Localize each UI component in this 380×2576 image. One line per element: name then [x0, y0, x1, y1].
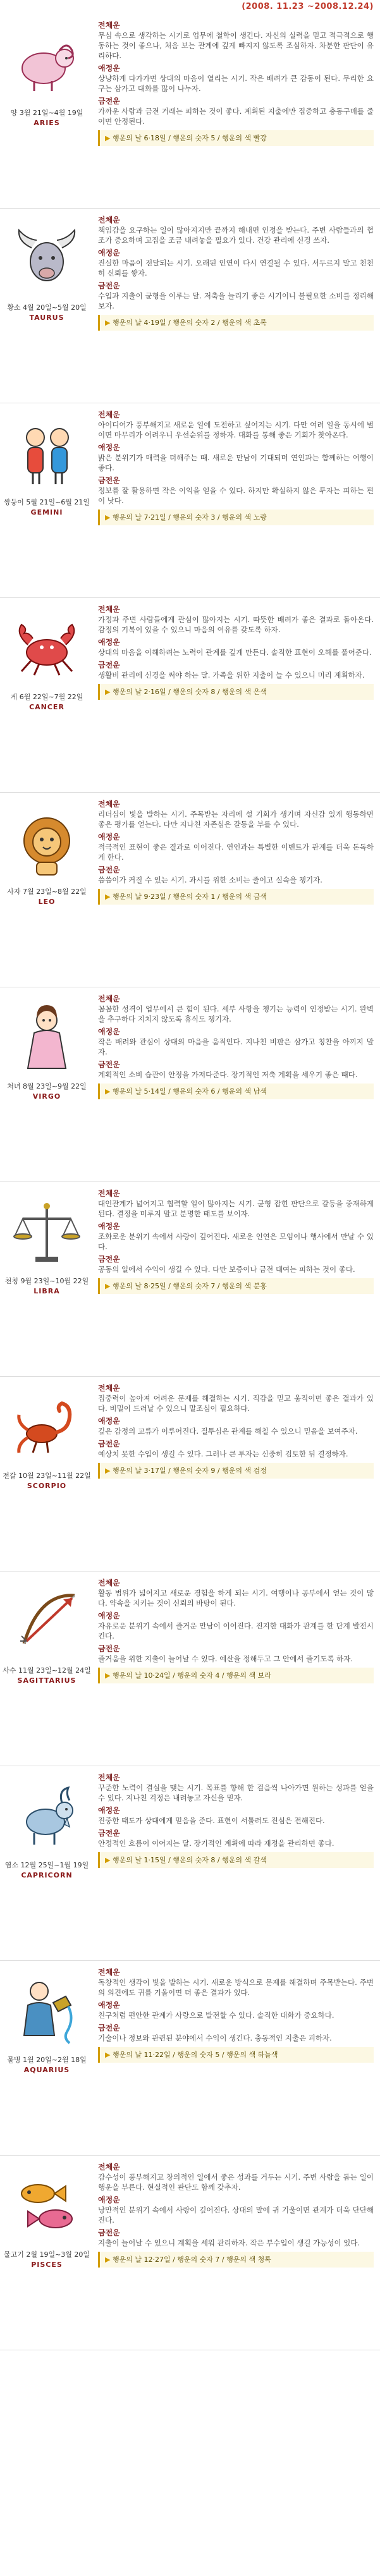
money-label: 금전운	[98, 661, 120, 669]
overall-text: 감수성이 풍부해지고 창의적인 일에서 좋은 성과를 거두는 시기. 주변 사람을 돕는 일이 행운을 부른다. 현실적인 판단도 함께 갖추자.	[98, 2173, 374, 2192]
overall-text: 가정과 주변 사람들에게 관심이 많아지는 시기. 따뜻한 배려가 좋은 결과로 돌아온다. 감정의 기복이 있을 수 있으니 마음의 여유를 갖도록 하자.	[98, 615, 374, 634]
lucky-text: 행운의 날 10·24일 / 행운의 숫자 4 / 행운의 색 보라	[112, 1671, 271, 1680]
overall-text: 책임감을 요구하는 일이 많아지지만 끝까지 해내면 인정을 받는다. 주변 사람들과의 협조가 중요하며 고집을 조금 내려놓을 필요가 있다. 건강 관리에 신경 쓰자.	[98, 226, 374, 245]
sign-english-name: AQUARIUS	[23, 2066, 70, 2074]
money-text: 안정적인 흐름이 이어지는 달. 장기적인 계획에 따라 재정을 관리하면 좋다.	[98, 1839, 334, 1848]
sign-caption	[0, 1470, 94, 1490]
sign-block-taurus	[0, 209, 380, 403]
archer-icon	[9, 1583, 85, 1659]
sign-fortune-text	[98, 2162, 374, 2268]
money-label: 금전운	[98, 97, 120, 106]
maiden-icon	[9, 999, 85, 1075]
sign-visual	[0, 1572, 94, 1766]
sign-caption	[0, 1276, 94, 1295]
lucky-info	[98, 2047, 374, 2063]
overall-label: 전체운	[98, 21, 120, 30]
love-text: 밝은 분위기가 매력을 더해주는 때. 새로운 만남이 기대되며 연인과는 함께하는 여행이 좋다.	[98, 453, 374, 472]
sign-visual	[0, 403, 94, 597]
lucky-text: 행운의 날 5·14일 / 행운의 숫자 6 / 행운의 색 남색	[112, 1087, 267, 1096]
sign-fortune-text	[98, 1188, 374, 1294]
love-text: 진중한 태도가 상대에게 믿음을 준다. 표현이 서툴러도 진심은 전해진다.	[98, 1816, 325, 1825]
sign-caption	[0, 107, 94, 127]
love-label: 애정운	[98, 1806, 120, 1815]
love-label: 애정운	[98, 2001, 120, 2010]
sign-fortune-text	[98, 1773, 374, 1868]
sign-date: 게 6월 22일~7월 22일	[10, 693, 83, 701]
sign-block-virgo	[0, 987, 380, 1182]
lion-icon	[9, 804, 85, 880]
money-text: 씀씀이가 커질 수 있는 시기. 과시를 위한 소비는 줄이고 실속을 챙기자.	[98, 876, 322, 884]
twins-icon	[9, 415, 85, 491]
sign-caption	[0, 886, 94, 906]
sign-caption	[0, 302, 94, 322]
lucky-info	[98, 1463, 374, 1479]
sign-english-name: TAURUS	[29, 314, 64, 322]
scales-icon	[9, 1193, 85, 1269]
sign-fortune-text	[98, 20, 374, 146]
love-text: 낭만적인 분위기 속에서 사랑이 깊어진다. 상대의 말에 귀 기울이면 관계가 더욱 단단해진다.	[98, 2206, 374, 2225]
overall-text: 꾸준한 노력이 결실을 맺는 시기. 목표를 향해 한 걸음씩 나아가면 원하는 성과를 얻을 수 있다. 지나친 걱정은 내려놓고 자신을 믿자.	[98, 1783, 374, 1802]
sign-caption	[0, 1081, 94, 1101]
lucky-info	[98, 684, 374, 700]
sign-fortune-text	[98, 994, 374, 1099]
money-label: 금전운	[98, 1060, 120, 1069]
lucky-text: 행운의 날 1·15일 / 행운의 숫자 8 / 행운의 색 갈색	[112, 1856, 267, 1864]
love-label: 애정운	[98, 638, 120, 647]
sign-visual	[0, 987, 94, 1181]
love-label: 애정운	[98, 248, 120, 257]
overall-text: 집중력이 높아져 어려운 문제를 해결하는 시기. 직감을 믿고 움직이면 좋은 결과가 있다. 비밀이 드러날 수 있으니 말조심이 필요하다.	[98, 1394, 374, 1413]
arrow-icon: ▶	[105, 1856, 111, 1864]
love-text: 친구처럼 편안한 관계가 사랑으로 발전할 수 있다. 솔직한 대화가 중요하다.	[98, 2011, 334, 2020]
lucky-info	[98, 315, 374, 331]
sign-visual	[0, 209, 94, 403]
lucky-text: 행운의 날 11·22일 / 행운의 숫자 5 / 행운의 색 하늘색	[112, 2051, 278, 2059]
lucky-info	[98, 1278, 374, 1294]
money-text: 수입과 지출이 균형을 이루는 달. 저축을 늘리기 좋은 시기이니 불필요한 소비를 정리해 보자.	[98, 291, 374, 310]
sign-date: 사자 7월 23일~8월 22일	[7, 888, 87, 896]
sign-visual	[0, 14, 94, 208]
sign-date: 물고기 2월 19일~3월 20일	[3, 2250, 90, 2259]
overall-label: 전체운	[98, 1773, 120, 1782]
arrow-icon: ▶	[105, 319, 111, 327]
money-text: 가까운 사람과 금전 거래는 피하는 것이 좋다. 계획된 지출에만 집중하고 충동구매를 줄이면 안정된다.	[98, 107, 374, 126]
arrow-icon: ▶	[105, 1671, 111, 1680]
money-label: 금전운	[98, 476, 120, 485]
sign-english-name: CAPRICORN	[21, 1871, 73, 1879]
overall-label: 전체운	[98, 216, 120, 224]
money-label: 금전운	[98, 865, 120, 874]
love-text: 깊은 감정의 교류가 이루어진다. 질투심은 관계를 해칠 수 있으니 믿음을 보여주자.	[98, 1427, 358, 1436]
money-label: 금전운	[98, 281, 120, 290]
sign-english-name: VIRGO	[32, 1092, 61, 1101]
arrow-icon: ▶	[105, 2256, 111, 2264]
money-label: 금전운	[98, 2228, 120, 2237]
love-text: 상냥하게 다가가면 상대의 마음이 열리는 시기. 작은 배려가 큰 감동이 된다. 무리한 요구는 삼가고 대화를 많이 나누자.	[98, 74, 374, 93]
lucky-info	[98, 130, 374, 146]
sign-date: 물병 1월 20일~2월 18일	[7, 2056, 87, 2064]
love-text: 상대의 마음을 이해하려는 노력이 관계를 깊게 만든다. 솔직한 표현이 오해를 풀어준다.	[98, 648, 372, 657]
lucky-info	[98, 1084, 374, 1099]
money-label: 금전운	[98, 2024, 120, 2032]
sign-caption	[0, 692, 94, 711]
lucky-text: 행운의 날 6·18일 / 행운의 숫자 5 / 행운의 색 빨강	[112, 134, 267, 142]
sign-block-capricorn	[0, 1766, 380, 1961]
love-text: 진실한 마음이 전달되는 시기. 오래된 인연이 다시 연결될 수 있다. 서두르지 말고 천천히 신뢰를 쌓자.	[98, 259, 374, 278]
ram-icon	[9, 25, 85, 101]
love-label: 애정운	[98, 2195, 120, 2204]
overall-label: 전체운	[98, 1968, 120, 1977]
love-label: 애정운	[98, 64, 120, 73]
money-text: 생활비 관리에 신경을 써야 하는 달. 가족을 위한 지출이 늘 수 있으니 미리 계획하자.	[98, 671, 365, 680]
lucky-info	[98, 2252, 374, 2268]
lucky-text: 행운의 날 3·17일 / 행운의 숫자 9 / 행운의 색 검정	[112, 1467, 267, 1475]
money-text: 지출이 늘어날 수 있으니 계획을 세워 관리하자. 작은 부수입이 생길 가능성이 있다.	[98, 2238, 360, 2247]
sign-visual	[0, 1766, 94, 1960]
sign-visual	[0, 1182, 94, 1376]
sign-fortune-text	[98, 604, 374, 700]
bull-icon	[9, 220, 85, 296]
sign-visual	[0, 1961, 94, 2155]
sign-fortune-text	[98, 1578, 374, 1683]
love-label: 애정운	[98, 1417, 120, 1425]
sign-fortune-text	[98, 1383, 374, 1479]
crab-icon	[9, 609, 85, 685]
overall-text: 대인관계가 넓어지고 협력할 일이 많아지는 시기. 균형 잡힌 판단으로 갈등을 중재하게 된다. 결정을 미루지 말고 분명한 태도를 보이자.	[98, 1199, 374, 1218]
sign-english-name: PISCES	[31, 2261, 63, 2269]
overall-label: 전체운	[98, 410, 120, 419]
sign-block-scorpio	[0, 1377, 380, 1572]
sign-english-name: LIBRA	[34, 1287, 60, 1295]
sign-english-name: SAGITTARIUS	[17, 1676, 77, 1685]
lucky-text: 행운의 날 12·27일 / 행운의 숫자 7 / 행운의 색 청록	[112, 2256, 271, 2264]
overall-label: 전체운	[98, 1189, 120, 1198]
overall-text: 꼼꼼한 성격이 업무에서 큰 힘이 된다. 세부 사항을 챙기는 능력이 인정받는 시기. 완벽을 추구하다 지치지 않도록 휴식도 챙기자.	[98, 1004, 374, 1023]
sign-date: 염소 12월 25일~1월 19일	[4, 1861, 89, 1869]
money-text: 예상치 못한 수입이 생길 수 있다. 그러나 큰 투자는 신중히 검토한 뒤 결정하자.	[98, 1450, 348, 1458]
love-label: 애정운	[98, 1027, 120, 1036]
sign-visual	[0, 1377, 94, 1571]
money-text: 정보를 잘 활용하면 작은 이익을 얻을 수 있다. 하지만 확실하지 않은 투자는 피하는 편이 낫다.	[98, 486, 374, 505]
water-bearer-icon	[9, 1972, 85, 2048]
sign-fortune-text	[98, 799, 374, 905]
overall-label: 전체운	[98, 994, 120, 1003]
sign-date: 황소 4월 20일~5월 20일	[7, 303, 87, 312]
sign-caption	[0, 1665, 94, 1685]
money-text: 즐거움을 위한 지출이 늘어날 수 있다. 예산을 정해두고 그 안에서 즐기도록 하자.	[98, 1654, 353, 1663]
sign-block-pisces	[0, 2156, 380, 2350]
goat-icon	[9, 1778, 85, 1853]
sign-block-gemini	[0, 403, 380, 598]
love-label: 애정운	[98, 1222, 120, 1231]
sign-caption	[0, 1860, 94, 1879]
sign-english-name: GEMINI	[30, 508, 63, 516]
love-label: 애정운	[98, 443, 120, 452]
arrow-icon: ▶	[105, 2051, 111, 2059]
overall-label: 전체운	[98, 800, 120, 809]
arrow-icon: ▶	[105, 134, 111, 142]
lucky-text: 행운의 날 9·23일 / 행운의 숫자 1 / 행운의 색 금색	[112, 893, 267, 901]
arrow-icon: ▶	[105, 1282, 111, 1290]
fish-icon	[9, 2167, 85, 2243]
lucky-text: 행운의 날 8·25일 / 행운의 숫자 7 / 행운의 색 분홍	[112, 1282, 267, 1290]
lucky-text: 행운의 날 4·19일 / 행운의 숫자 2 / 행운의 색 초록	[112, 319, 267, 327]
sign-fortune-text	[98, 1967, 374, 2063]
sign-english-name: LEO	[38, 898, 56, 906]
overall-text: 아이디어가 풍부해지고 새로운 일에 도전하고 싶어지는 시기. 다만 여러 일을 동시에 벌이면 마무리가 어려우니 우선순위를 정하자. 대화를 통해 좋은 기회가 찾아온다.	[98, 420, 374, 439]
overall-text: 활동 범위가 넓어지고 새로운 경험을 하게 되는 시기. 여행이나 공부에서 얻는 것이 많다. 약속을 지키는 것이 신뢰의 바탕이 된다.	[98, 1589, 374, 1608]
sign-block-cancer	[0, 598, 380, 793]
overall-text: 무심 속으로 생각하는 시기로 업무에 철학이 생긴다. 자신의 실력을 믿고 적극적으로 행동하는 것이 좋으나, 처음 보는 관계에 깊게 빠지지 않도록 조심하자. 차분한 판단이 유리하다.	[98, 31, 374, 60]
money-label: 금전운	[98, 1439, 120, 1448]
signs-list	[0, 14, 380, 2350]
overall-text: 독창적인 생각이 빛을 발하는 시기. 새로운 방식으로 문제를 해결하며 주목받는다. 주변의 의견에도 귀를 기울이면 더 좋은 결과가 있다.	[98, 1978, 374, 1997]
sign-english-name: SCORPIO	[27, 1482, 67, 1490]
arrow-icon: ▶	[105, 1087, 111, 1096]
money-text: 계획적인 소비 습관이 안정을 가져다준다. 장기적인 저축 계획을 세우기 좋은 때다.	[98, 1070, 358, 1079]
lucky-text: 행운의 날 7·21일 / 행운의 숫자 3 / 행운의 색 노랑	[112, 513, 267, 522]
money-text: 기술이나 정보와 관련된 분야에서 수익이 생긴다. 충동적인 지출은 피하자.	[98, 2034, 332, 2042]
sign-block-libra	[0, 1182, 380, 1377]
money-label: 금전운	[98, 1255, 120, 1264]
sign-block-aquarius	[0, 1961, 380, 2156]
sign-caption	[0, 2054, 94, 2074]
overall-label: 전체운	[98, 605, 120, 614]
lucky-info	[98, 1668, 374, 1683]
arrow-icon: ▶	[105, 893, 111, 901]
sign-caption	[0, 2249, 94, 2269]
sign-english-name: CANCER	[29, 703, 64, 711]
money-label: 금전운	[98, 1829, 120, 1838]
love-label: 애정운	[98, 1611, 120, 1620]
sign-fortune-text	[98, 410, 374, 525]
overall-label: 전체운	[98, 2163, 120, 2171]
sign-visual	[0, 2156, 94, 2350]
sign-block-sagittarius	[0, 1572, 380, 1766]
lucky-info	[98, 889, 374, 905]
sign-date: 사수 11월 23일~12월 24일	[3, 1666, 91, 1675]
overall-label: 전체운	[98, 1384, 120, 1393]
lucky-text: 행운의 날 2·16일 / 행운의 숫자 8 / 행운의 색 은색	[112, 688, 267, 696]
sign-fortune-text	[98, 215, 374, 331]
overall-label: 전체운	[98, 1578, 120, 1587]
date-range-header: (2008. 11.23 ~2008.12.24)	[242, 2, 374, 11]
love-text: 적극적인 표현이 좋은 결과로 이어진다. 연인과는 특별한 이벤트가 관계를 더욱 돈독하게 한다.	[98, 843, 374, 862]
overall-text: 리더십이 빛을 발하는 시기. 주목받는 자리에 설 기회가 생기며 자신감 있게 행동하면 좋은 평가를 얻는다. 다만 지나친 자존심은 갈등을 부를 수 있다.	[98, 810, 374, 829]
arrow-icon: ▶	[105, 513, 111, 522]
sign-date: 쌍둥이 5월 21일~6월 21일	[3, 498, 90, 506]
sign-date: 천칭 9월 23일~10월 22일	[4, 1277, 89, 1285]
sign-visual	[0, 598, 94, 792]
sign-caption	[0, 497, 94, 516]
sign-date: 전갈 10월 23일~11월 22일	[3, 1472, 91, 1480]
love-label: 애정운	[98, 833, 120, 841]
arrow-icon: ▶	[105, 1467, 111, 1475]
love-text: 자유로운 분위기 속에서 즐거운 만남이 이어진다. 진지한 대화가 관계를 한 단계 발전시킨다.	[98, 1621, 374, 1640]
arrow-icon: ▶	[105, 688, 111, 696]
love-text: 작은 배려와 관심이 상대의 마음을 움직인다. 지나친 비판은 삼가고 칭찬을 아끼지 말자.	[98, 1037, 374, 1056]
scorpion-icon	[9, 1388, 85, 1464]
sign-date: 양 3월 21일~4월 19일	[10, 109, 83, 117]
money-text: 공동의 일에서 수익이 생길 수 있다. 다만 보증이나 금전 대여는 피하는 것이 좋다.	[98, 1265, 355, 1274]
money-label: 금전운	[98, 1644, 120, 1653]
lucky-info	[98, 1852, 374, 1868]
sign-block-aries	[0, 14, 380, 209]
sign-visual	[0, 793, 94, 987]
lucky-info	[98, 510, 374, 525]
sign-english-name: ARIES	[34, 119, 60, 127]
sign-date: 처녀 8월 23일~9월 22일	[7, 1082, 87, 1090]
sign-block-leo	[0, 793, 380, 987]
love-text: 조화로운 분위기 속에서 사랑이 깊어진다. 새로운 인연은 모임이나 행사에서 만날 수 있다.	[98, 1232, 374, 1251]
